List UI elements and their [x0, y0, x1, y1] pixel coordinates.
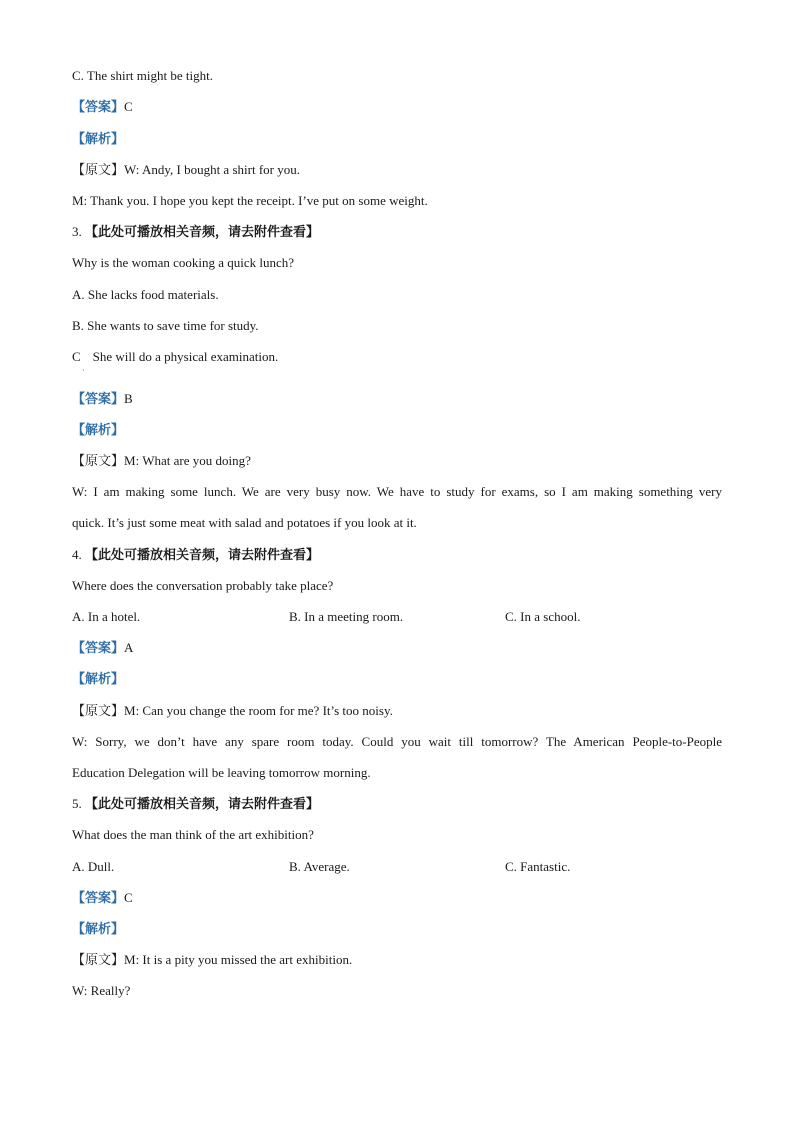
q4-transcript-line-2b: Education Delegation will be leaving tomorrow morning.: [72, 765, 371, 780]
q5-header: [72, 796, 722, 813]
q5-transcript-text-1: M: It is a pity you missed the art exhibition.: [124, 952, 353, 967]
q3-option-b: B. She wants to save time for study.: [72, 318, 259, 333]
q3-analysis-line: [72, 422, 722, 439]
q2-analysis-line: [72, 131, 722, 148]
q5-answer-value: C: [124, 890, 133, 905]
q2-transcript-line-2: M: Thank you. I hope you kept the receipt. I’ve put on some weight.: [72, 193, 428, 208]
q2-transcript-text-1: W: Andy, I bought a shirt for you.: [124, 162, 300, 177]
q3-answer-value: B: [124, 391, 133, 406]
q4-audio-note: 【此处可播放相关音频，请去附件查看】: [85, 548, 320, 563]
q4-option-b: B. In a meeting room.: [289, 609, 404, 624]
q4-answer-value: A: [124, 640, 134, 655]
q5-transcript-line-1: [72, 952, 722, 969]
q5-answer-line: [72, 890, 722, 907]
q3-transcript-text-1: M: What are you doing?: [124, 453, 251, 468]
transcript-tag: 【原文】: [72, 953, 125, 968]
q4-analysis-line: [72, 671, 722, 688]
answer-tag: 【答案】: [72, 100, 125, 115]
q5-option-a: A. Dull.: [72, 859, 115, 874]
q2-answer-value: C: [124, 99, 133, 114]
transcript-tag: 【原文】: [72, 454, 125, 469]
q3-number: 3.: [72, 224, 82, 239]
q4-options: [72, 609, 722, 625]
q3-transcript-line-2b: quick. It’s just some meat with salad and potatoes if you look at it.: [72, 515, 417, 530]
q3-transcript-line-2a: W: I am making some lunch. We are very busy now. We have to study for exams, so I am making something very: [72, 484, 722, 499]
q4-transcript-line-1: [72, 703, 722, 720]
q5-question: What does the man think of the art exhibition?: [72, 827, 314, 842]
analysis-tag: 【解析】: [72, 922, 125, 937]
q4-option-a: A. In a hotel.: [72, 609, 141, 624]
q4-answer-line: [72, 640, 722, 657]
q4-number: 4.: [72, 547, 82, 562]
answer-tag: 【答案】: [72, 891, 125, 906]
q2-answer-line: [72, 99, 722, 116]
q4-question: Where does the conversation probably take place?: [72, 578, 334, 593]
answer-tag: 【答案】: [72, 641, 125, 656]
q3-audio-note: 【此处可播放相关音频，请去附件查看】: [85, 225, 320, 240]
analysis-tag: 【解析】: [72, 132, 125, 147]
q2-transcript-line-1: [72, 162, 722, 179]
answer-tag: 【答案】: [72, 392, 125, 407]
q5-transcript-line-2: W: Really?: [72, 983, 131, 998]
q5-option-c: C. Fantastic.: [505, 859, 571, 874]
q4-transcript-text-1: M: Can you change the room for me? It’s too noisy.: [124, 703, 393, 718]
q3-option-c-letter: C: [72, 349, 81, 364]
q4-header: [72, 547, 722, 564]
transcript-tag: 【原文】: [72, 163, 125, 178]
q5-option-b: B. Average.: [289, 859, 350, 874]
q3-answer-line: [72, 391, 722, 408]
analysis-tag: 【解析】: [72, 672, 125, 687]
q5-options: [72, 859, 722, 875]
q2-option-c: C. The shirt might be tight.: [72, 68, 213, 83]
q3-header: [72, 224, 722, 241]
analysis-tag: 【解析】: [72, 423, 125, 438]
q4-option-c: C. In a school.: [505, 609, 581, 624]
q3-transcript-line-1: [72, 453, 722, 470]
q3-option-a: A. She lacks food materials.: [72, 287, 219, 302]
q5-analysis-line: [72, 921, 722, 938]
q5-audio-note: 【此处可播放相关音频，请去附件查看】: [85, 797, 320, 812]
q5-number: 5.: [72, 796, 82, 811]
q3-option-c-text: She will do a physical examination.: [92, 349, 279, 364]
q3-question: Why is the woman cooking a quick lunch?: [72, 255, 295, 270]
q3-option-c: [72, 349, 722, 365]
q4-transcript-line-2a: W: Sorry, we don’t have any spare room today. Could you wait till tomorrow? The American People-to-People: [72, 734, 722, 749]
transcript-tag: 【原文】: [72, 704, 125, 719]
stray-dot: ·: [82, 366, 85, 375]
